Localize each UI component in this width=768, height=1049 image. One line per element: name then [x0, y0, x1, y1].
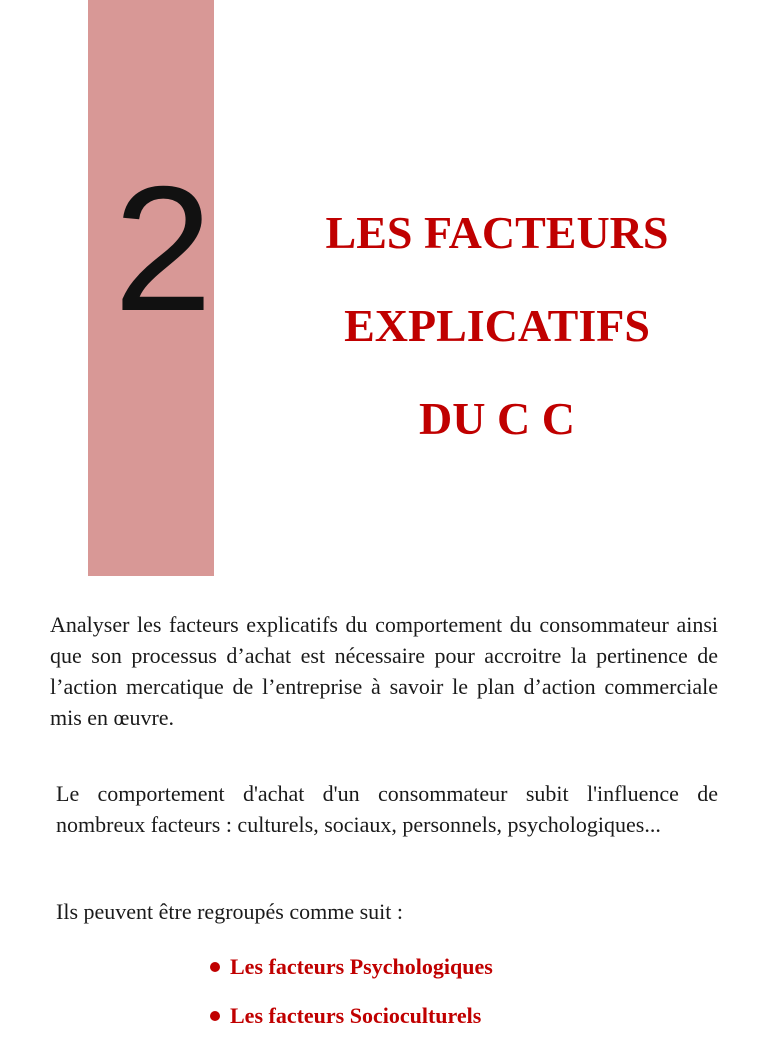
factor-label: Les facteurs Socioculturels — [230, 1003, 482, 1028]
list-item — [210, 1000, 493, 1031]
chapter-number: 2 — [113, 149, 213, 348]
factor-list — [210, 951, 493, 1049]
bullet-icon — [210, 962, 220, 972]
intro-paragraph: Analyser les facteurs explicatifs du comportement du consommateur ainsi que son processus d’achat est nécessaire pour accroitre la pertinence de l’action mercatique de l’entreprise à savoir le plan d’action commerciale mis en œuvre. — [50, 612, 718, 730]
influence-paragraph: Le comportement d'achat d'un consommateur subit l'influence de nombreux facteurs : culturels, sociaux, personnels, psychologiques... — [56, 781, 718, 837]
chapter-title-line-1: LES FACTEURS — [325, 207, 669, 258]
grouping-intro: Ils peuvent être regroupés comme suit : — [56, 899, 404, 924]
factor-label: Les facteurs Psychologiques — [230, 954, 493, 979]
chapter-title — [270, 186, 724, 465]
list-item — [210, 951, 493, 982]
chapter-title-line-3: DU C C — [419, 393, 575, 444]
bullet-icon — [210, 1011, 220, 1021]
chapter-title-line-2: EXPLICATIFS — [344, 300, 650, 351]
